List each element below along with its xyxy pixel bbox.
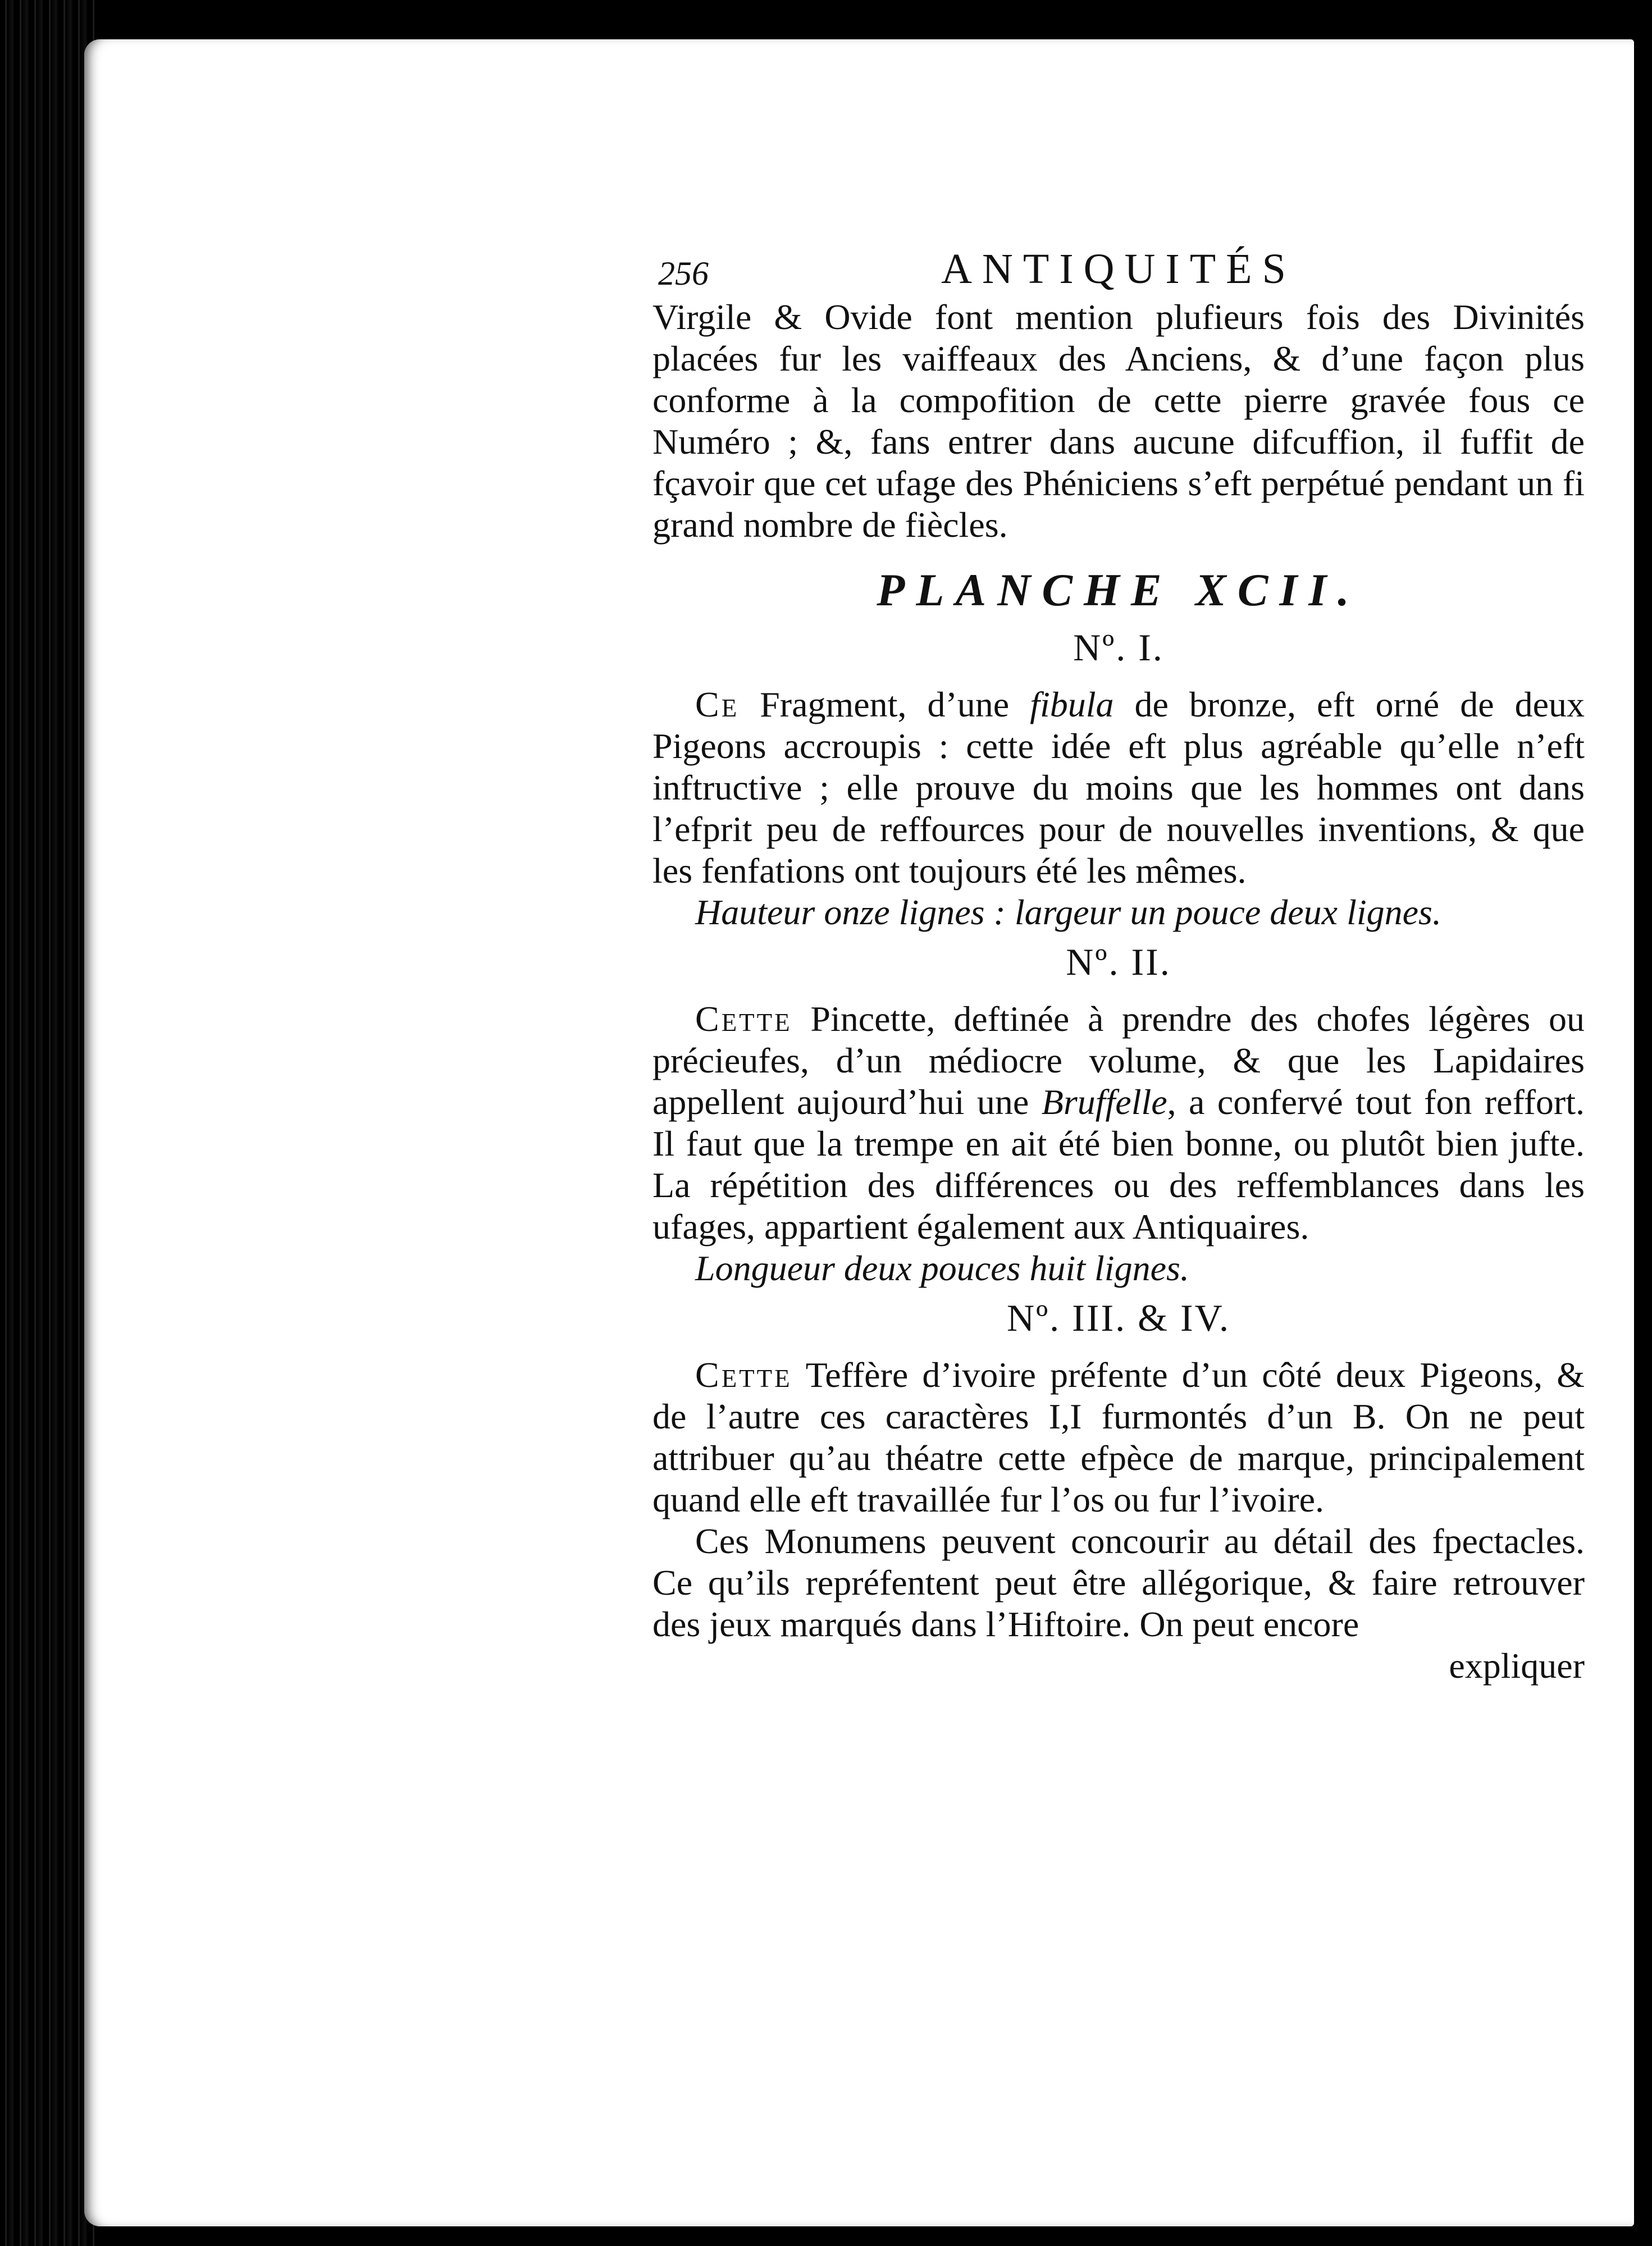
page-content: [652, 246, 1585, 1687]
running-head: [652, 246, 1585, 296]
paragraph-text: , a confervé tout fon reffort. Il faut que la trempe en ait été bien bonne, ou plutôt bien jufte. La répétition des différences ou des reffemblances dans les ufages, appartient également aux Antiquaires.: [652, 1082, 1585, 1247]
section-paragraph-2: [652, 998, 1585, 1248]
paragraph-text: de bronze, eft orné de deux Pigeons accroupis : cette idée eft plus agréable qu’elle n’eft inftructive ; elle prouve du moins que les hommes ont dans l’efprit peu de reffources pour de nouvelles inventions, & que les fenfations ont toujours été les mêmes.: [652, 684, 1585, 891]
section-paragraph-1: [652, 684, 1585, 892]
dimensions-1: Hauteur onze lignes : largeur un pouce deux lignes.: [695, 892, 1441, 932]
section-heading-2: Nº. II.: [1066, 941, 1171, 983]
lead-word: Cette: [695, 1355, 792, 1395]
plate-title: PLANCHE XCII.: [877, 564, 1361, 615]
paragraph-text: Teffère d’ivoire préfente d’un côté deux Pigeons, & de l’autre ces caractères I,I furmontés d’un B. On ne peut attribuer qu’au théatre cette efpèce de marque, principalement quand elle eft travaillée fur l’os ou fur l’ivoire.: [652, 1355, 1585, 1519]
running-title: ANTIQUITÉS: [941, 245, 1296, 293]
emphasis-term: fibula: [1030, 684, 1114, 724]
section-paragraph-4: Ces Monumens peuvent concourir au détail des fpectacles. Ce qu’ils repréfentent peut être allégorique, & faire retrouver des jeux marqués dans l’Hiftoire. On peut encore: [652, 1521, 1585, 1644]
section-paragraph-3: [652, 1354, 1585, 1521]
paragraph-text: Pincette, deftinée à prendre des chofes légères ou précieufes, d’un médiocre volume, & que les Lapidaires appellent aujourd’hui une: [652, 999, 1585, 1122]
page-number: 256: [658, 255, 709, 292]
book-page: [84, 39, 1634, 2226]
paragraph-text: Fragment, d’une: [739, 684, 1030, 724]
intro-paragraph: Virgile & Ovide font mention plufieurs fois des Divinités placées fur les vaiffeaux des Anciens, & d’une façon plus conforme à la compofition de cette pierre gravée fous ce Numéro ; &, fans entrer dans aucune difcuffion, il fuffit de fçavoir que cet ufage des Phéniciens s’eft perpétué pendant un fi grand nombre de fiècles.: [652, 297, 1585, 545]
section-heading-3: Nº. III. & IV.: [1006, 1297, 1230, 1339]
lead-word: Ce: [695, 684, 740, 724]
lead-word: Cette: [695, 999, 792, 1039]
emphasis-term: Bruffelle: [1041, 1082, 1167, 1122]
section-heading-1: Nº. I.: [1073, 626, 1164, 669]
scan-edge: [0, 0, 95, 2246]
dimensions-2: Longueur deux pouces huit lignes.: [695, 1248, 1189, 1288]
catchword: expliquer: [1449, 1646, 1585, 1686]
